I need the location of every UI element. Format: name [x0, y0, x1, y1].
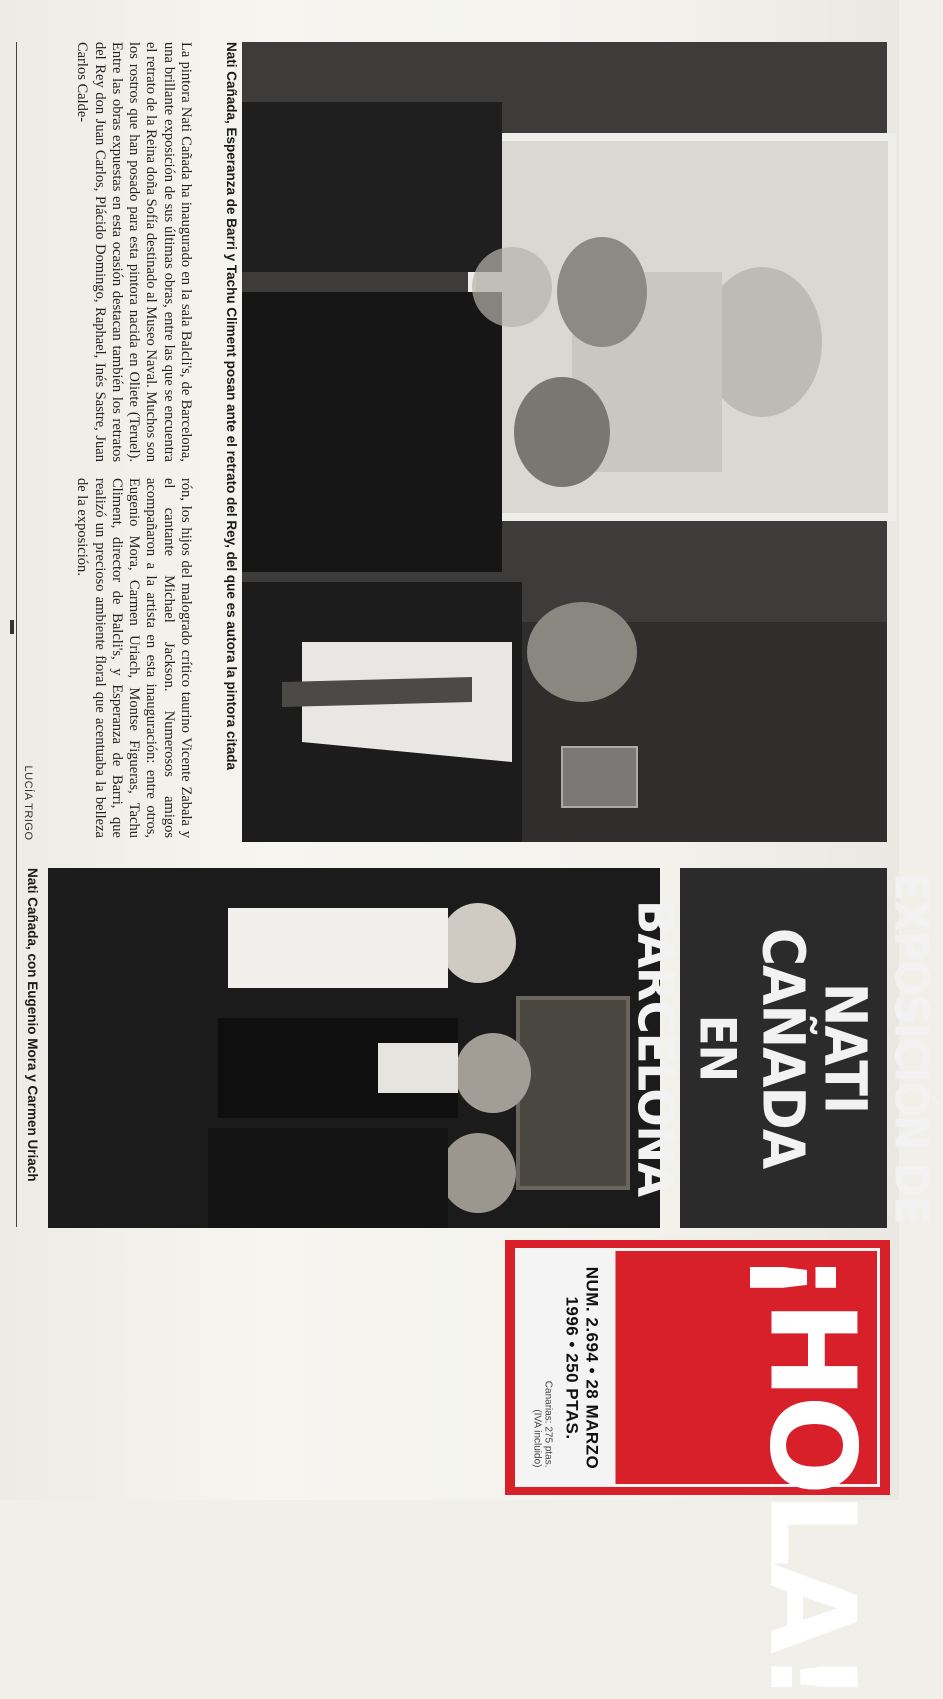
main-photo-caption: Nati Cañada, Esperanza de Barri y Tachu Climent posan ante el retrato del Rey, del que es autora la pintora citada [224, 42, 239, 770]
page-tick [10, 620, 14, 634]
photo-credit-box [20, 745, 34, 840]
canarias-price: Canarias: 275 ptas. [542, 1380, 553, 1467]
hola-logo-block [505, 1240, 890, 1699]
issue-line: NUM. 2.694 • 28 MARZO 1996 • 250 PTAS. [562, 1266, 601, 1469]
headline-block [626, 868, 939, 1228]
headline-line-3: EN BARCELONA [626, 899, 747, 1197]
second-photo-caption-box [18, 868, 40, 1228]
article-column-2-box [18, 478, 194, 838]
headline-line-1: EXPOSICIÓN DE [884, 872, 939, 1224]
iva-note: (IVA incluido) [531, 1408, 542, 1467]
page-rule [16, 42, 17, 1227]
main-photo-caption-box [200, 42, 240, 842]
headline-line-2: NATI CAÑADA [749, 927, 880, 1169]
hola-logo: ¡HOLA! [743, 1250, 881, 1699]
main-photo-image [242, 42, 887, 842]
second-photo-image [48, 868, 660, 1228]
photo-credit: LUCÍA TRIGO [22, 765, 34, 840]
article-column-1-box [18, 42, 194, 462]
article-column-1: La pintora Nati Cañada ha inaugurado en la sala Balcli's, de Barcelona, una brillante exposición de sus últimas obras, entre las que se encuentra el retrato de la Reina doña Sofía destinado al Museo Naval. Muchos son los rostros que han posado para esta pintora nacida en Oliete (Teruel). Entre las obras expuestas en esta ocasión destacan también los retratos del Rey don Juan Carlos, Plácido Domingo, Raphael, Inés Sastre, Juan Carlos Calde- [74, 42, 194, 462]
second-photo-caption: Nati Cañada, con Eugenio Mora y Carmen Uriach [25, 868, 40, 1182]
second-photo [48, 868, 660, 1228]
issue-strip [515, 1250, 615, 1485]
article-column-2: rón, los hijos del malogrado crítico taurino Vicente Zabala y el cantante Michael Jackson. Numerosos amigos acompañaron a la artista en esta inauguración: entre otros, Eugenio Mora, Carmen Uriach, Montse Figueras, Tachu Climent, director de Balcli's, y Esperanza de Barri, que realizó un precioso ambiente floral que acentuaba la belleza de la exposición. [74, 478, 194, 838]
main-photo [242, 42, 887, 842]
